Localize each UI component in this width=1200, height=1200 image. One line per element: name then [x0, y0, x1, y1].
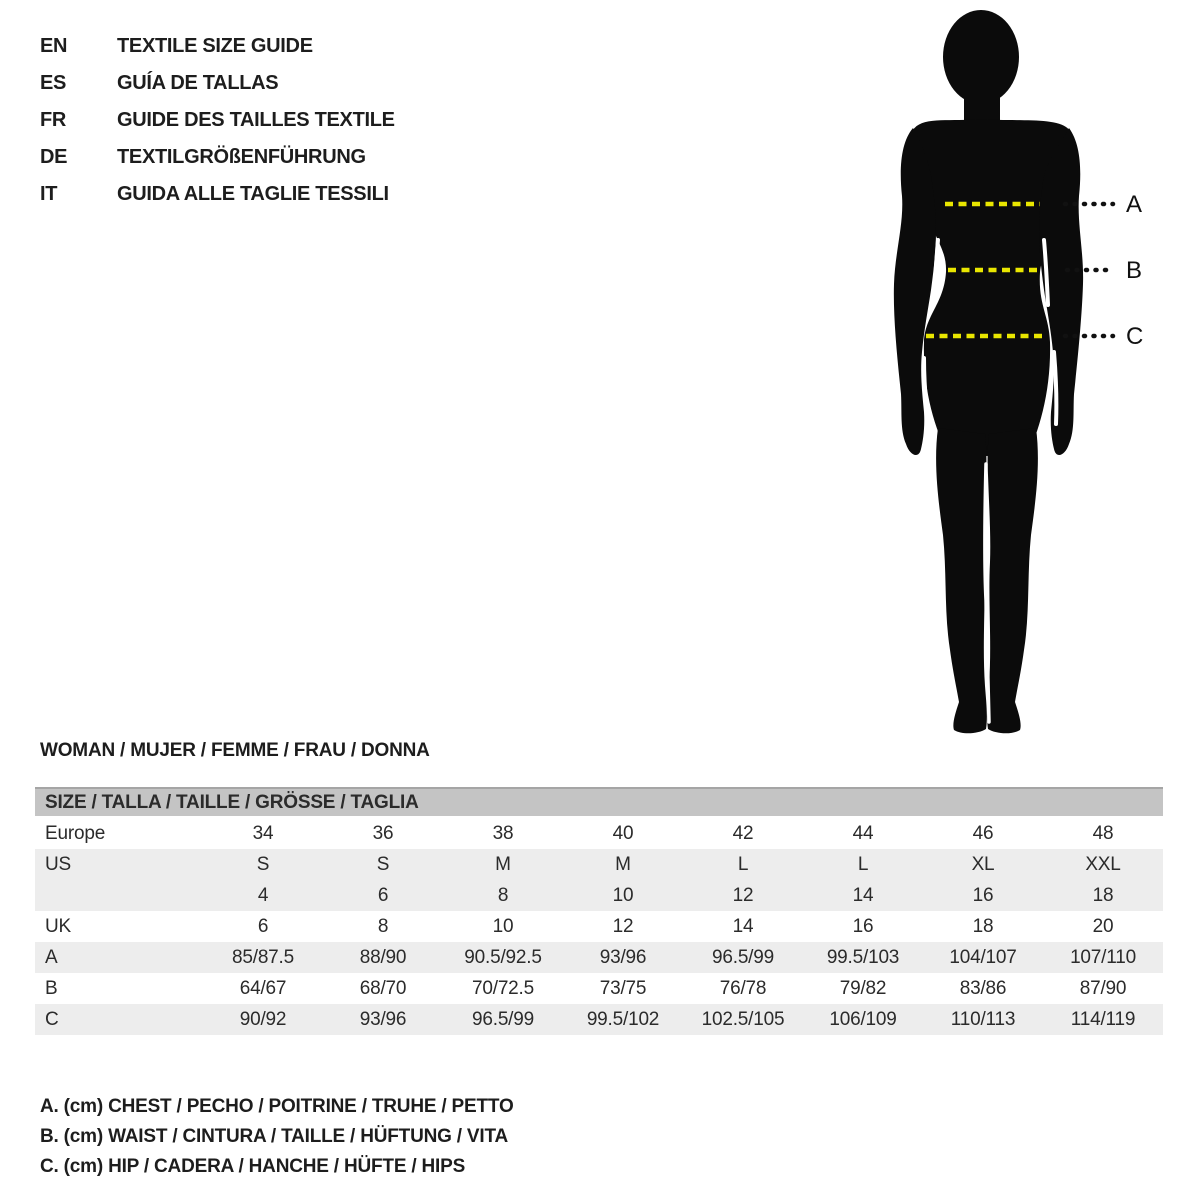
size-cell: 36 [372, 822, 394, 844]
size-cell: 12 [612, 915, 634, 937]
size-cell: 34 [252, 822, 274, 844]
size-cell: 110/113 [950, 1008, 1016, 1030]
silhouette-left-leg [936, 428, 987, 733]
size-cell: 88/90 [359, 946, 407, 968]
row-label: UK [45, 915, 71, 937]
size-cell: 93/96 [599, 946, 647, 968]
size-cell: 93/96 [359, 1008, 407, 1030]
silhouette-left-arm [894, 128, 936, 455]
size-cell: 10 [612, 884, 634, 906]
footnote: B. (cm) WAIST / CINTURA / TAILLE / HÜFTUNG / VITA [40, 1126, 508, 1147]
size-cell: 85/87.5 [232, 946, 294, 968]
size-cell: 8 [497, 884, 509, 906]
size-cell: S [376, 853, 390, 875]
language-row [40, 102, 395, 139]
row-label: US [45, 853, 71, 875]
size-cell: 16 [852, 915, 874, 937]
size-cell: 6 [257, 915, 269, 937]
size-cell: 38 [492, 822, 514, 844]
size-cell: 106/109 [829, 1008, 897, 1030]
size-cell: 99.5/103 [826, 946, 900, 968]
row-label: Europe [45, 822, 106, 844]
size-cell: 99.5/102 [586, 1008, 660, 1030]
table-row [35, 818, 1163, 849]
size-cell: 40 [612, 822, 634, 844]
language-code: IT [40, 183, 58, 205]
size-cell: 90/92 [239, 1008, 287, 1030]
legs-gap [985, 464, 989, 722]
size-cell: 48 [1092, 822, 1114, 844]
size-cell: 87/90 [1079, 977, 1127, 999]
marker-label-a: A [1126, 191, 1143, 218]
size-cell: 96.5/99 [472, 1008, 534, 1030]
size-cell: 68/70 [359, 977, 407, 999]
size-cell: XL [971, 853, 995, 875]
size-cell: S [256, 853, 270, 875]
woman-silhouette-icon [850, 0, 1170, 745]
footnote: A. (cm) CHEST / PECHO / POITRINE / TRUHE / PETTO [40, 1096, 514, 1117]
language-title: TEXTILE SIZE GUIDE [117, 35, 313, 57]
size-table-section [35, 787, 1163, 1035]
size-cell: 20 [1092, 915, 1114, 937]
size-cell: XXL [1085, 853, 1121, 875]
size-cell: 70/72.5 [472, 977, 534, 999]
marker-label-b: B [1126, 257, 1143, 284]
language-title: TEXTILGRÖßENFÜHRUNG [117, 146, 366, 168]
size-cell: 16 [972, 884, 994, 906]
size-cell: 8 [377, 915, 389, 937]
language-code: DE [40, 146, 68, 168]
size-cell: L [857, 853, 869, 875]
size-cell: 104/107 [949, 946, 1017, 968]
right-forearm-gap [1054, 352, 1056, 424]
size-cell: 14 [732, 915, 754, 937]
size-cell: 44 [852, 822, 874, 844]
language-list [40, 28, 395, 213]
size-cell: 12 [732, 884, 754, 906]
size-cell: 90.5/92.5 [464, 946, 542, 968]
size-cell: 102.5/105 [701, 1008, 785, 1030]
size-cell: 73/75 [599, 977, 647, 999]
language-code: ES [40, 72, 67, 94]
row-label: B [45, 977, 58, 999]
language-row [40, 176, 395, 213]
language-row [40, 65, 395, 102]
size-table [35, 818, 1163, 1035]
language-code: EN [40, 35, 68, 57]
language-code: FR [40, 109, 67, 131]
language-title: GUIDE DES TAILLES TEXTILE [117, 109, 395, 131]
size-cell: 42 [732, 822, 754, 844]
row-label [35, 880, 203, 911]
size-cell: 64/67 [239, 977, 287, 999]
size-cell: 107/110 [1070, 946, 1136, 968]
language-row [40, 139, 395, 176]
section-title: WOMAN / MUJER / FEMME / FRAU / DONNA [40, 740, 430, 761]
size-cell: 18 [1092, 884, 1114, 906]
language-row [40, 28, 395, 65]
size-cell: 114/119 [1070, 1008, 1136, 1030]
size-cell: 76/78 [719, 977, 767, 999]
table-row [35, 849, 1163, 880]
woman-silhouette-figure [850, 0, 1170, 745]
size-table-header: SIZE / TALLA / TAILLE / GRÖSSE / TAGLIA [35, 787, 1163, 816]
size-cell: M [495, 853, 511, 875]
table-row [35, 973, 1163, 1004]
marker-label-c: C [1126, 323, 1144, 350]
size-cell: 14 [852, 884, 874, 906]
size-cell: 18 [972, 915, 994, 937]
table-row [35, 1004, 1163, 1035]
measurement-footnotes [40, 1092, 514, 1182]
size-cell: 6 [377, 884, 389, 906]
size-cell: M [615, 853, 631, 875]
row-label: C [45, 1008, 59, 1030]
size-cell: 46 [972, 822, 994, 844]
language-title: GUIDA ALLE TAGLIE TESSILI [117, 183, 389, 205]
language-title: GUÍA DE TALLAS [117, 72, 279, 94]
table-row [35, 880, 1163, 911]
row-label: A [45, 946, 58, 968]
size-cell: L [737, 853, 749, 875]
size-cell: 96.5/99 [712, 946, 774, 968]
table-row [35, 942, 1163, 973]
silhouette-right-leg [987, 428, 1038, 733]
size-cell: 4 [257, 884, 269, 906]
size-cell: 10 [492, 915, 514, 937]
size-cell: 79/82 [839, 977, 887, 999]
table-row [35, 911, 1163, 942]
footnote: C. (cm) HIP / CADERA / HANCHE / HÜFTE / HIPS [40, 1156, 466, 1177]
size-table-body [35, 818, 1163, 1035]
size-cell: 83/86 [959, 977, 1007, 999]
